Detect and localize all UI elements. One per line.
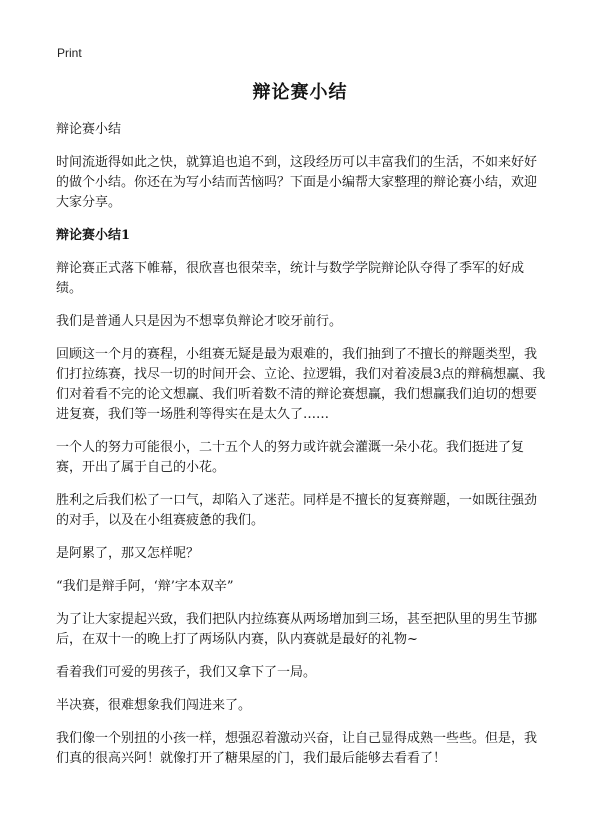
paragraph: “我们是辩手阿，‘辩’字本双辛” [56, 579, 234, 594]
paragraph: 为了让大家提起兴致，我们把队内拉练赛从两场增加到三场，甚至把队里的男生节挪后，在双十一的晚上打了两场队内赛，队内赛就是最好的礼物~ [56, 612, 538, 647]
paragraph: 是阿累了，那又怎样呢？ [56, 546, 200, 561]
paragraph: 我们像一个别扭的小孩一样，想强忍着激动兴奋，让自己显得成熟一些些。但是，我们真的很高兴阿！就像打开了糖果屋的门，我们最后能够去看看了！ [56, 731, 538, 766]
print-label: Print [57, 46, 82, 60]
paragraph: 半决赛，很难想象我们闯进来了。 [56, 698, 252, 713]
document-body [56, 120, 548, 782]
intro-paragraph: 时间流逝得如此之快，就算追也追不到，这段经历可以丰富我们的生活，不如来好好的做个小结。你还在为写小结而苦恼吗？下面是小编帮大家整理的辩论赛小结，欢迎大家分享。 [56, 155, 538, 210]
document-subtitle: 辩论赛小结 [56, 122, 122, 137]
paragraph: 看着我们可爱的男孩子，我们又拿下了一局。 [56, 665, 317, 680]
document-title: 辩论赛小结 [252, 82, 348, 103]
paragraph: 辩论赛正式落下帷幕，很欣喜也很荣幸，统计与数学学院辩论队夺得了季军的好成绩。 [56, 261, 525, 296]
paragraph: 回顾这一个月的赛程，小组赛无疑是最为艰难的，我们抽到了不擅长的辩题类型，我们打拉练赛，找尽一切的时间开会、立论、拉逻辑，我们对着凌晨3点的辩稿想赢、我们对着看不完的论文想赢、我们听着数不清的辩论赛想赢，我们想赢我们迫切的想要进复赛，我们等一场胜利等得实在是太久了…… [56, 347, 546, 422]
paragraph: 胜利之后我们松了一口气，却陷入了迷茫。同样是不擅长的复赛辩题，一如既往强劲的对手，以及在小组赛疲惫的我们。 [56, 493, 538, 528]
paragraph: 我们是普通人只是因为不想辜负辩论才咬牙前行。 [56, 314, 343, 329]
section-heading: 辩论赛小结1 [56, 228, 131, 243]
paragraph: 一个人的努力可能很小，二十五个人的努力或许就会灌溉一朵小花。我们挺进了复赛，开出了属于自己的小花。 [56, 440, 525, 475]
